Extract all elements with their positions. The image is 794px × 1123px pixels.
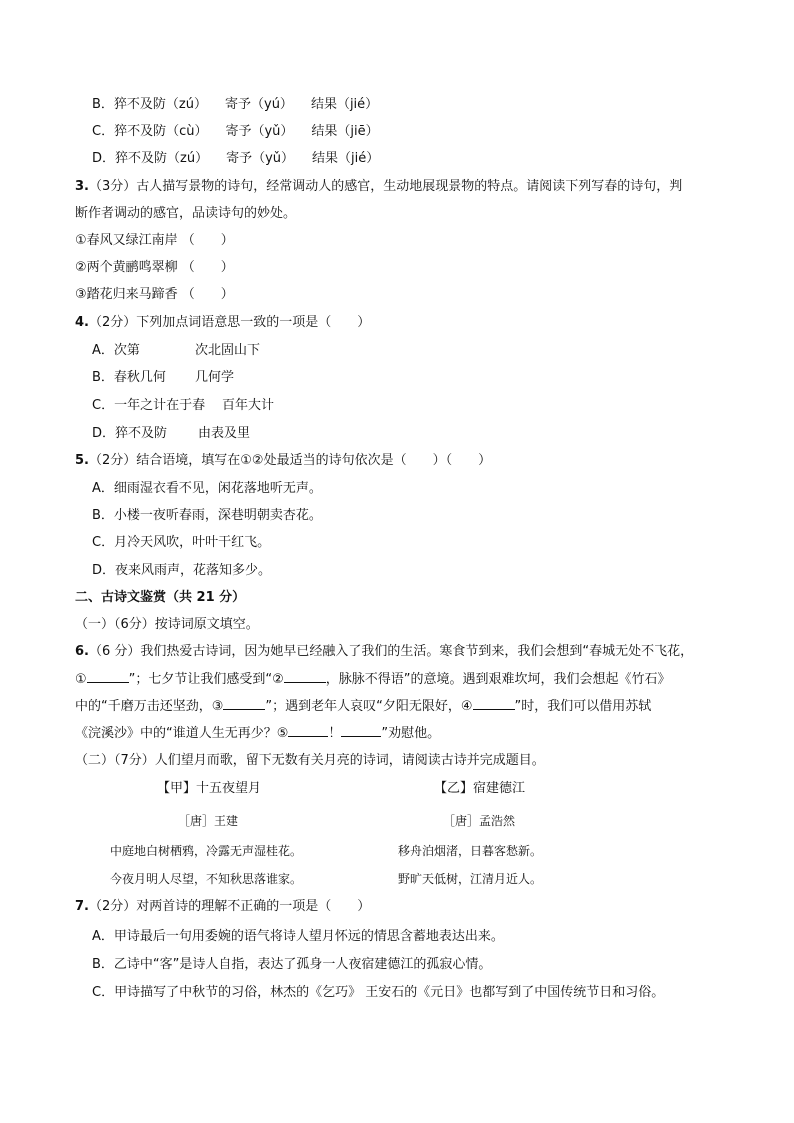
poem-yi-line-2: 野旷天低树，江清月近人。 bbox=[398, 872, 543, 886]
blank-5b[interactable] bbox=[341, 724, 381, 737]
blank-5a[interactable] bbox=[288, 724, 328, 737]
poem-jia-line-2: 今夜月明人尽望，不知秋思落谁家。 bbox=[110, 872, 303, 886]
blank-2[interactable] bbox=[284, 670, 326, 683]
q5-option-a: A．细雨湿衣看不见，闲花落地听无声。 bbox=[92, 481, 322, 496]
q4-option-b: B．春秋几何 bbox=[92, 370, 166, 385]
q6-line-3: 中的“千磨万击还坚劲，③ ”；遇到老年人哀叹“夕阳无限好，④ ”时，我们可以借用苏轼 bbox=[75, 699, 652, 714]
poem-jia-title: 【甲】十五夜望月 bbox=[157, 781, 262, 796]
q3-stem-cont: 断作者调动的感官，品读诗句的妙处。 bbox=[75, 206, 297, 221]
blank-1[interactable] bbox=[87, 670, 129, 683]
poem-jia-author: ［唐］王建 bbox=[178, 814, 239, 828]
q5-option-d: D．夜来风雨声，花落知多少。 bbox=[92, 563, 272, 578]
part1-heading: （一）（6分）按诗词原文填空。 bbox=[75, 617, 259, 632]
q3-item-1: ①春风又绿江南岸 （ ） bbox=[75, 233, 234, 248]
q5-option-b: B．小楼一夜听春雨，深巷明朝卖杏花。 bbox=[92, 508, 322, 523]
q6-line-1: 6.（6 分）我们热爱古诗词，因为她早已经融入了我们的生活。寒食节到来，我们会想到“春城无处不飞花， bbox=[75, 644, 694, 659]
q7-option-b: B．乙诗中“客”是诗人自指，表达了孤身一人夜宿建德江的孤寂心情。 bbox=[92, 957, 492, 972]
q3-item-2: ②两个黄鹂鸣翠柳 （ ） bbox=[75, 260, 234, 275]
q4-option-a-b: 次北固山下 bbox=[195, 343, 261, 358]
part2-heading: （二）（7分）人们望月而歌，留下无数有关月亮的诗词，请阅读古诗并完成题目。 bbox=[75, 753, 545, 768]
poem-yi-line-1: 移舟泊烟渚，日暮客愁新。 bbox=[398, 844, 543, 858]
q4-option-d-b: 由表及里 bbox=[198, 426, 251, 441]
q4-option-b-b: 几何学 bbox=[195, 370, 235, 385]
q2-option-d: D．猝不及防（zú） 寄予（yǔ） 结果（jié） bbox=[92, 151, 380, 166]
q2-option-b: B．猝不及防（zú） 寄予（yú） 结果（jié） bbox=[92, 97, 379, 112]
q7-option-a: A．甲诗最后一句用委婉的语气将诗人望月怀远的情思含蓄地表达出来。 bbox=[92, 929, 504, 944]
q7-stem: 7.（2分）对两首诗的理解不正确的一项是（ ） bbox=[75, 899, 371, 914]
q4-option-c-b: 百年大计 bbox=[222, 398, 275, 413]
q4-stem: 4.（2分）下列加点词语意思一致的一项是（ ） bbox=[75, 315, 371, 330]
q3-item-3: ③踏花归来马蹄香 （ ） bbox=[75, 287, 234, 302]
section-title: 二、古诗文鉴赏（共 21 分） bbox=[75, 590, 246, 605]
poem-jia-line-1: 中庭地白树栖鸦，冷露无声湿桂花。 bbox=[110, 844, 303, 858]
poem-yi-author: ［唐］孟浩然 bbox=[443, 814, 516, 828]
q4-option-d: D．猝不及防 bbox=[92, 426, 168, 441]
q3-stem: 3.（3分）古人描写景物的诗句，经常调动人的感官，生动地展现景物的特点。请阅读下列写春的诗句，判 bbox=[75, 179, 683, 194]
poem-yi-title: 【乙】宿建德江 bbox=[434, 781, 526, 796]
q4-option-a: A．次第 bbox=[92, 343, 140, 358]
q6-line-2: ① ”；七夕节让我们感受到“② ，脉脉不得语”的意境。遇到艰难坎坷，我们会想起《竹石》 bbox=[75, 672, 671, 687]
q5-option-c: C．月冷天风吹，叶叶干红飞。 bbox=[92, 535, 271, 550]
blank-3[interactable] bbox=[223, 697, 265, 710]
q4-option-c: C．一年之计在于春 bbox=[92, 398, 206, 413]
q6-line-4: 《浣溪沙》中的“谁道人生无再少？⑤ ！ ”劝慰他。 bbox=[75, 726, 441, 741]
blank-4[interactable] bbox=[473, 697, 515, 710]
q5-stem: 5.（2分）结合语境，填写在①②处最适当的诗句依次是（ ）（ ） bbox=[75, 453, 492, 468]
q7-option-c: C．甲诗描写了中秋节的习俗，林杰的《乞巧》 王安石的《元日》也都写到了中国传统节日和习俗。 bbox=[92, 985, 665, 1000]
q2-option-c: C．猝不及防（cù） 寄予（yǔ） 结果（jiē） bbox=[92, 124, 379, 139]
